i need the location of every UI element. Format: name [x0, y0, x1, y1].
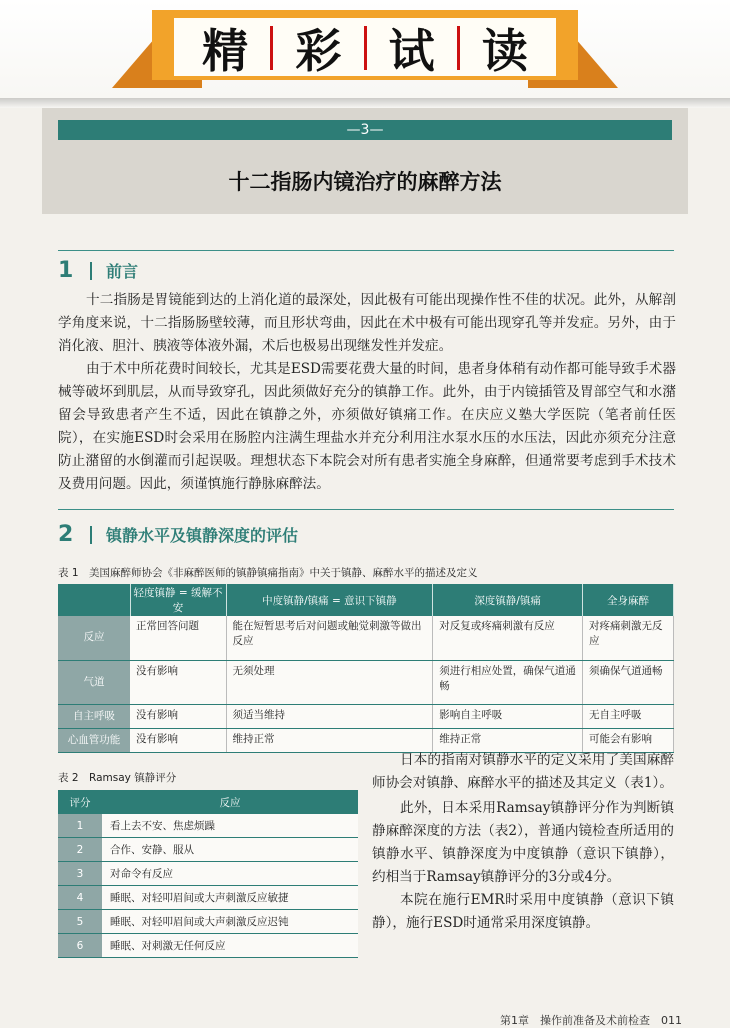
table-cell: 没有影响 [130, 660, 226, 704]
table-header-cell: 反应 [102, 790, 358, 814]
table-2-caption: 表 2 Ramsay 镇静评分 [58, 772, 177, 784]
table-cell: 正常回答问题 [130, 616, 226, 660]
section-rule [58, 509, 674, 510]
promo-title [180, 20, 550, 76]
row-header: 心血管功能 [58, 728, 130, 752]
table-cell: 对疼痛刺激无反应 [582, 616, 673, 660]
response-cell: 睡眠、对轻叩眉间或大声刺激反应敏捷 [102, 886, 358, 910]
promo-char-2: 彩 [295, 24, 342, 78]
row-header: 自主呼吸 [58, 704, 130, 728]
table-cell: 可能会有影响 [582, 728, 673, 752]
ramsay-score-table [58, 790, 358, 958]
section-title: 镇静水平及镇静深度的评估 [106, 526, 299, 545]
score-cell: 3 [58, 862, 102, 886]
table-cell: 维持正常 [226, 728, 433, 752]
section-2-heading [58, 522, 298, 547]
table-header-cell: 深度镇静/镇痛 [433, 584, 583, 616]
table-cell: 没有影响 [130, 728, 226, 752]
page-footer: 第1章 操作前准备及术前检查 011 [500, 1014, 682, 1027]
table-row [58, 934, 358, 958]
response-cell: 合作、安静、服从 [102, 838, 358, 862]
response-cell: 睡眠、对刺激无任何反应 [102, 934, 358, 958]
section-number: 1 [58, 258, 74, 283]
table-cell: 无须处理 [226, 660, 433, 704]
table-header-row [58, 790, 358, 814]
table-cell: 须进行相应处置，确保气道通畅 [433, 660, 583, 704]
score-cell: 5 [58, 910, 102, 934]
paragraph: 此外，日本采用Ramsay镇静评分作为判断镇静麻醉深度的方法（表2），普通内镜检查所适用的镇静水平、镇静深度为中度镇静（意识下镇静），约相当于Ramsay镇静评分的3分或4分。 [372, 800, 674, 885]
table-1-caption: 表 1 美国麻醉师协会《非麻醉医师的镇静镇痛指南》中关于镇静、麻醉水平的描述及定义 [58, 567, 478, 579]
table-cell: 维持正常 [433, 728, 583, 752]
response-cell: 对命令有反应 [102, 862, 358, 886]
table-header-row [58, 584, 674, 616]
paragraph: 十二指肠是胃镜能到达的上消化道的最深处，因此极有可能出现操作性不佳的状况。此外，从解剖学角度来说，十二指肠肠壁较薄，而且形状弯曲，因此在术中极有可能出现穿孔等并发症。另外，由于消化液、胆汁、胰液等体液外漏，术后也极易出现继发性并发症。 [58, 292, 676, 354]
table-row [58, 838, 358, 862]
response-cell: 睡眠、对轻叩眉间或大声刺激反应迟钝 [102, 910, 358, 934]
table-header-cell: 轻度镇静 = 缓解不安 [130, 584, 226, 616]
table-cell: 影响自主呼吸 [433, 704, 583, 728]
table-cell: 无自主呼吸 [582, 704, 673, 728]
table-header-cell: 全身麻醉 [582, 584, 673, 616]
score-cell: 2 [58, 838, 102, 862]
section-divider [90, 526, 92, 544]
table-row [58, 886, 358, 910]
promo-char-4: 读 [481, 24, 528, 78]
table-header-cell: 评分 [58, 790, 102, 814]
section-title: 前言 [106, 262, 139, 281]
chapter-title: 十二指肠内镜治疗的麻醉方法 [228, 169, 502, 194]
score-cell: 1 [58, 814, 102, 838]
banner-shadow [0, 98, 730, 108]
table-cell: 须确保气道通畅 [582, 660, 673, 704]
section-divider [90, 262, 92, 280]
row-header: 气道 [58, 660, 130, 704]
score-cell: 6 [58, 934, 102, 958]
section-rule [58, 250, 674, 251]
table-row [58, 704, 674, 728]
promo-char-1: 精 [202, 24, 249, 78]
table-header-cell: 中度镇静/镇痛 = 意识下镇静 [226, 584, 433, 616]
table-row [58, 660, 674, 704]
paragraph: 日本的指南对镇静水平的定义采用了美国麻醉师协会对镇静、麻醉水平的描述及其定义（表1）。 [372, 752, 674, 791]
table-cell: 没有影响 [130, 704, 226, 728]
response-cell: 看上去不安、焦虑烦躁 [102, 814, 358, 838]
table-header-cell [58, 584, 130, 616]
table-row [58, 862, 358, 886]
section-number: 2 [58, 522, 74, 547]
table-row [58, 814, 358, 838]
row-header: 反应 [58, 616, 130, 660]
paragraph: 由于术中所花费时间较长，尤其是ESD需要花费大量的时间，患者身体稍有动作都可能导致手术器械等破坏到肌层，从而导致穿孔，因此须做好充分的镇静工作。此外，由于内镜插管及胃部空气和水潴留会导致患者产生不适，因此在镇静之外，亦须做好镇痛工作。在庆应义塾大学医院（笔者前任医院），在实施ESD时会采用在肠腔内注满生理盐水并充分利用注水泵水压的水压法，因此亦须充分注意防止潴留的水倒灌而引起误吸。理想状态下本院会对所有患者实施全身麻醉，但通常要考虑到手术技术及费用问题。因此，须谨慎施行静脉麻醉法。 [58, 361, 676, 492]
paragraph: 本院在施行EMR时采用中度镇静（意识下镇静），施行ESD时通常采用深度镇静。 [372, 892, 674, 931]
chapter-number: —3— [58, 120, 672, 140]
score-cell: 4 [58, 886, 102, 910]
section-1-heading [58, 258, 138, 283]
promo-char-3: 试 [388, 24, 435, 78]
table-cell: 须适当维持 [226, 704, 433, 728]
sedation-levels-table [58, 584, 674, 753]
table-row [58, 616, 674, 660]
table-cell: 对反复或疼痛刺激有反应 [433, 616, 583, 660]
table-cell: 能在短暂思考后对问题或触觉刺激等做出反应 [226, 616, 433, 660]
table-row [58, 910, 358, 934]
